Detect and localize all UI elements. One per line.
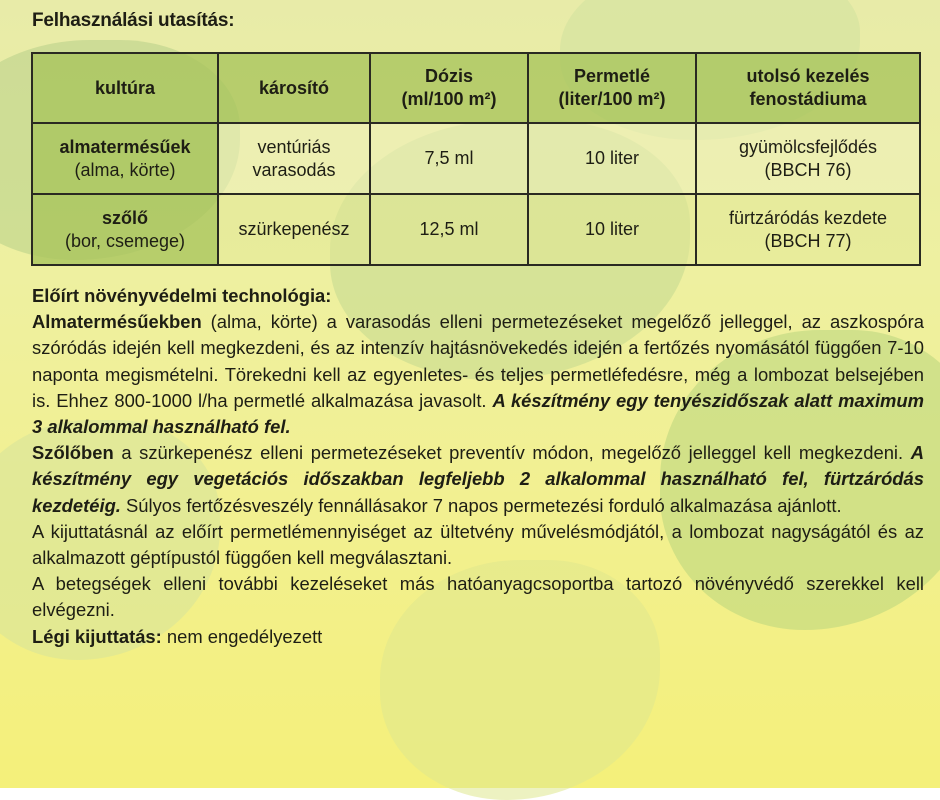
cell-spray: 10 liter [528,194,696,265]
technology-heading: Előírt növényvédelmi technológia: [32,285,332,306]
paragraph-application: A kijuttatásnál az előírt permetlémennyiséget az ültetvény művelésmódjától, a lombozat nagyságától és az alkalmazott géptípustól függően kell megválasztani. [32,520,924,569]
grape-text: a szürkepenész elleni permetezéseket preventív módon, megelőző jelleggel kell megkezdeni. [113,442,911,464]
cell-spray: 10 liter [528,123,696,194]
technology-section [32,283,924,650]
header-spray-label: Permetlé (liter/100 m²) [558,66,666,109]
aerial-label: Légi kijuttatás: [32,625,162,647]
header-pest-label: károsító [258,77,330,98]
cell-dose: 7,5 ml [370,123,528,194]
usage-heading: Felhasználási utasítás: [32,10,235,31]
grape-tail: Súlyos fertőzésveszély fennállásakor 7 napos permetezési forduló alkalmazása ajánlott. [120,494,842,516]
header-culture-label: kultúra [94,77,155,98]
paragraph-resistance: A betegségek elleni további kezeléseket más hatóanyagcsoportba tartozó növényvédő szerekkel kell elvégezni. [32,573,924,621]
culture-detail: (alma, körte) [74,159,176,180]
grape-keyword: Szőlőben [32,442,114,464]
paragraph-grape [32,440,924,519]
header-dose-label: Dózis (ml/100 m²) [401,66,497,109]
header-stage [696,53,920,123]
header-culture [32,53,218,123]
culture-name: szőlő [101,207,148,228]
cell-pest: szürkepenész [218,194,370,265]
header-dose [370,53,528,123]
cell-stage: gyümölcsfejlődés (BBCH 76) [696,123,920,194]
cell-dose: 12,5 ml [370,194,528,265]
paragraph-pome [32,309,924,440]
cell-culture [32,194,218,265]
pome-limit: A készítmény egy tenyészidőszak alatt maximum 3 alkalommal használható fel. [32,389,924,438]
header-spray [528,53,696,123]
paragraph-aerial [32,624,924,650]
pome-text: (alma, körte) a varasodás elleni permetezéseket megelőző jelleggel, az aszkospóra szóródás idején kell megkezdeni, és az intenzív hajtásnövekedés idején a fertőzés nyomásától függően 7-10 naponta megismételni. Törekedni kell az egyenletes- és teljes permetléfedésre, még a lombozat belsejében is. Ehhez 800-1000 l/ha permetlé alkalmazása javasolt. [32,311,924,411]
header-pest [218,53,370,123]
culture-name: almatermésűek [59,136,191,157]
cell-stage: fürtzáródás kezdete (BBCH 77) [696,194,920,265]
pome-keyword: Almatermésűekben [32,311,202,333]
culture-detail: (bor, csemege) [64,230,186,251]
aerial-value: nem engedélyezett [161,625,323,647]
table-row [32,194,920,265]
grape-limit: A készítmény egy vegetációs időszakban legfeljebb 2 alkalommal használható fel, fürtzáródás kezdetéig. [32,442,924,516]
cell-culture [32,123,218,194]
cell-pest: ventúriás varasodás [218,123,370,194]
dosage-table [31,52,921,266]
table-header-row [32,53,920,123]
table-row [32,123,920,194]
header-stage-label: utolsó kezelés fenostádiuma [746,66,870,109]
